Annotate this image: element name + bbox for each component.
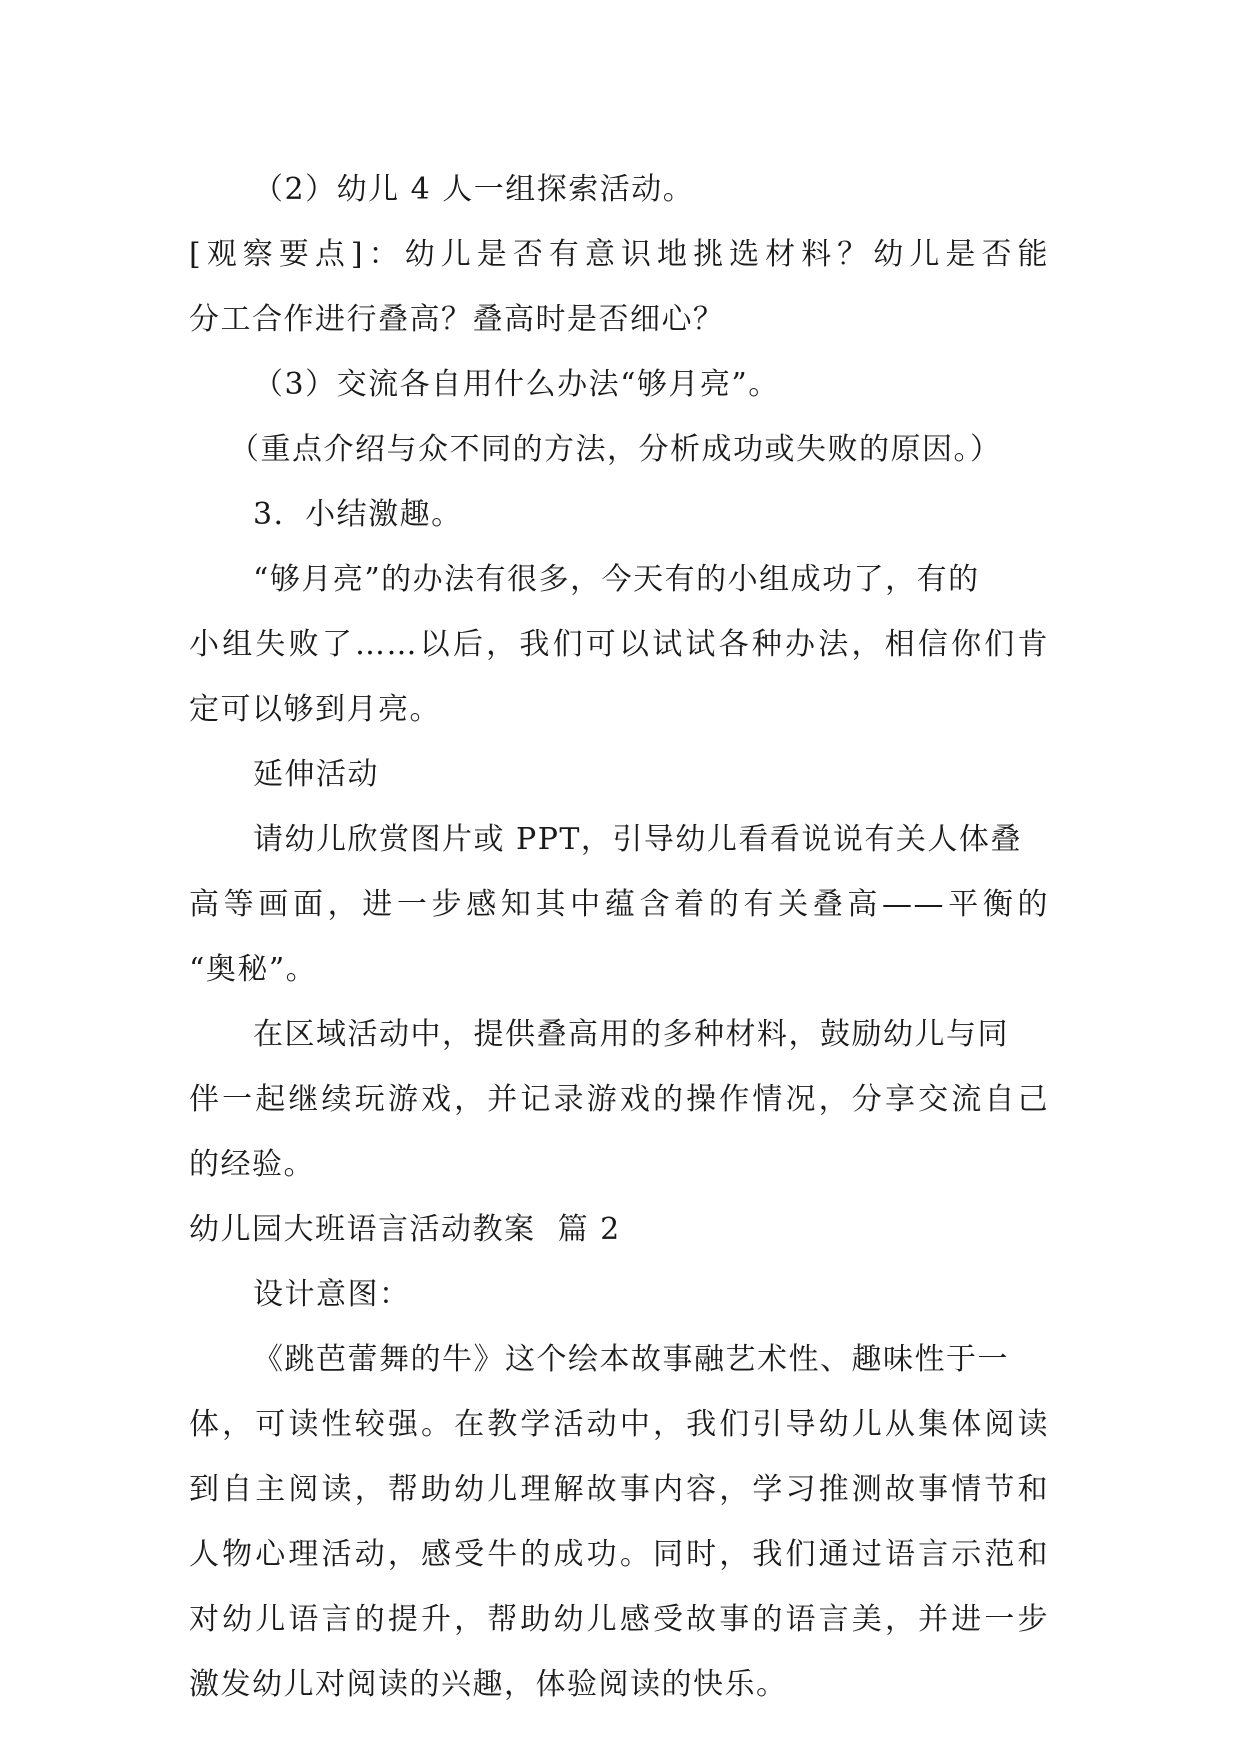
text-line: 在区域活动中，提供叠高用的多种材料，鼓励幼儿与同 <box>253 1017 1009 1052</box>
section-heading: 设计意图： <box>253 1277 411 1312</box>
document-body <box>189 157 1049 1717</box>
text-line: 对幼儿语言的提升，帮助幼儿感受故事的语言美，并进一步 <box>189 1602 1049 1637</box>
document-title: 幼儿园大班语言活动教案 篇 2 <box>189 1212 621 1247</box>
text-line: 定可以够到月亮。 <box>189 692 441 727</box>
text-line: [观察要点]：幼儿是否有意识地挑选材料？幼儿是否能 <box>189 237 1049 272</box>
text-line: 体，可读性较强。在教学活动中，我们引导幼儿从集体阅读 <box>189 1407 1049 1442</box>
section-heading: 延伸活动 <box>253 757 379 792</box>
text-line: “奥秘”。 <box>189 952 318 987</box>
text-line: 人物心理活动，感受牛的成功。同时，我们通过语言示范和 <box>189 1537 1049 1572</box>
text-line: 伴一起继续玩游戏，并记录游戏的操作情况，分享交流自己 <box>189 1082 1049 1117</box>
text-line: （2）幼儿 4 人一组探索活动。 <box>253 172 695 207</box>
text-line: 小组失败了……以后，我们可以试试各种办法，相信你们肯 <box>189 627 1049 662</box>
text-line: 激发幼儿对阅读的兴趣，体验阅读的快乐。 <box>189 1667 788 1702</box>
text-line: “够月亮”的办法有很多，今天有的小组成功了，有的 <box>253 562 980 597</box>
text-line: 高等画面，进一步感知其中蕴含着的有关叠高——平衡的 <box>189 887 1049 922</box>
text-line: 请幼儿欣赏图片或 PPT，引导幼儿看看说说有关人体叠 <box>253 822 1022 857</box>
text-line: 的经验。 <box>189 1147 315 1182</box>
text-line: 《跳芭蕾舞的牛》这个绘本故事融艺术性、趣味性于一 <box>253 1342 1009 1377</box>
text-line: 分工合作进行叠高？叠高时是否细心？ <box>189 302 725 337</box>
text-line: 到自主阅读，帮助幼儿理解故事内容，学习推测故事情节和 <box>189 1472 1049 1507</box>
text-line: （重点介绍与众不同的方法，分析成功或失败的原因。） <box>229 432 1002 467</box>
text-line: （3）交流各自用什么办法“够月亮”。 <box>253 367 780 402</box>
text-line: 3．小结激趣。 <box>253 497 463 532</box>
